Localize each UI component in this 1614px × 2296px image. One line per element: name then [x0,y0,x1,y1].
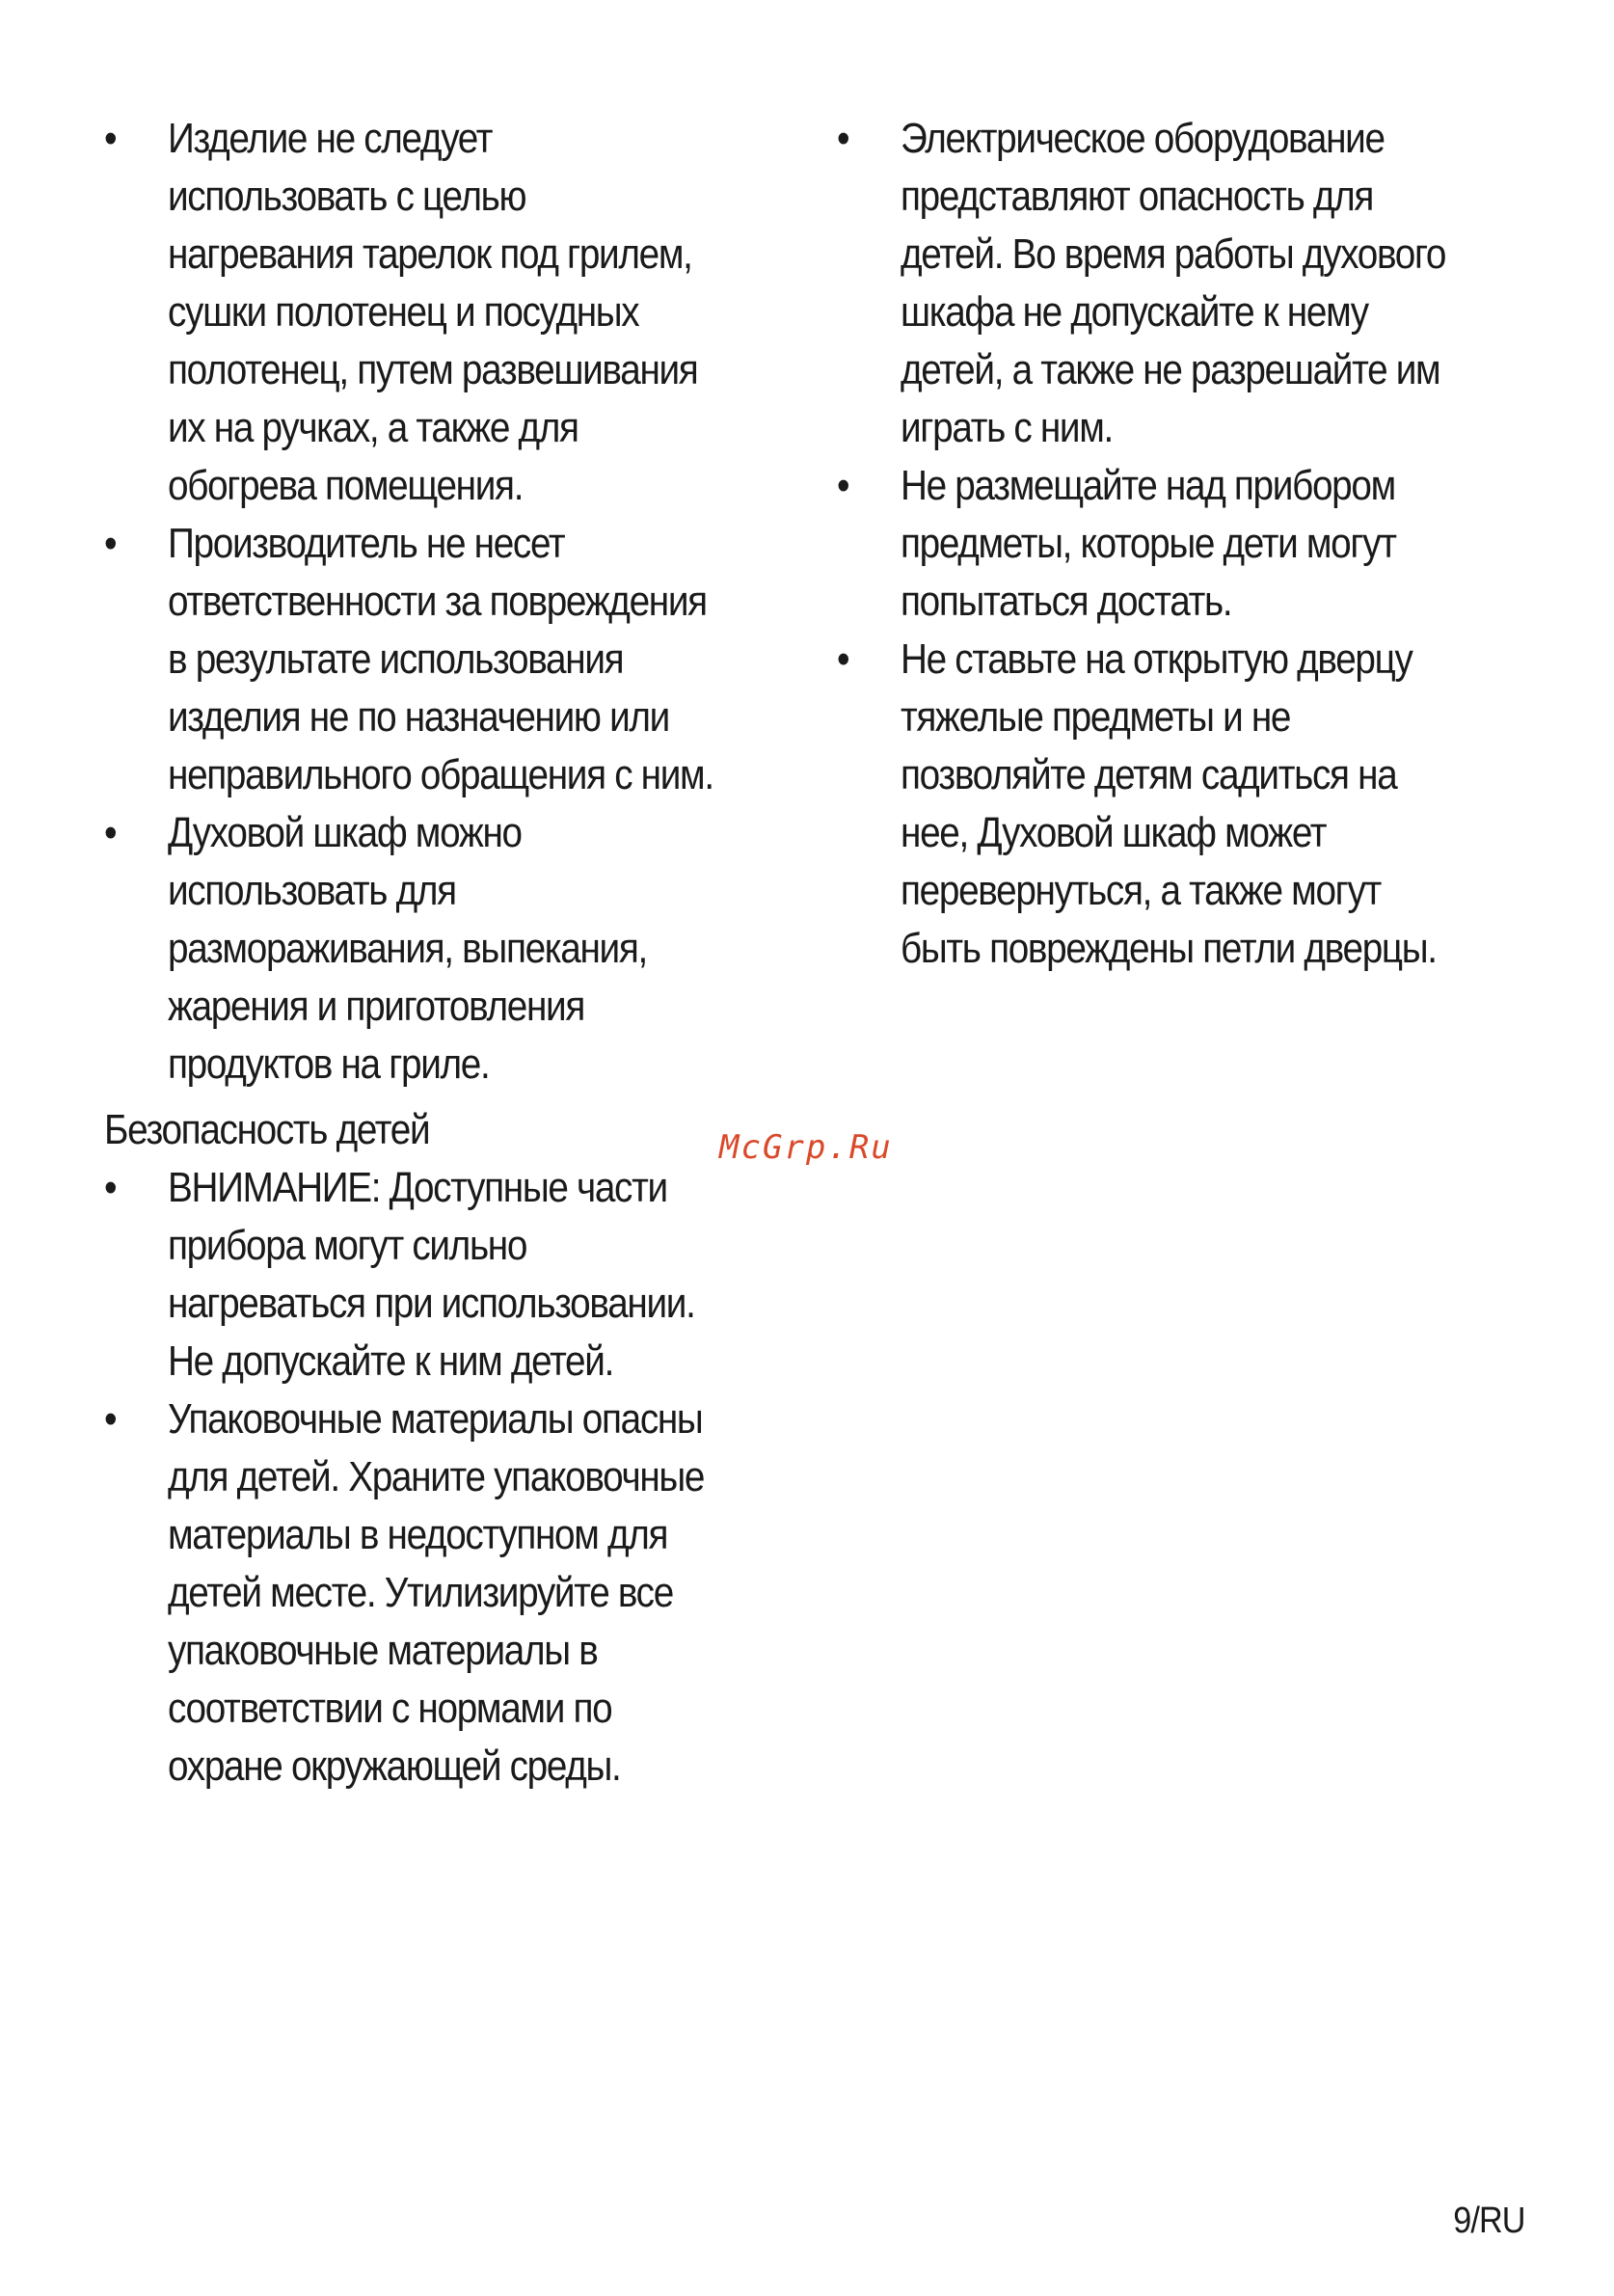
list-item-text: Духовой шкаф можно использовать для размораживания, выпекания, жарения и приготовления продуктов на гриле. [168,809,647,1088]
bullet-icon: • [104,1395,117,1443]
right-column [837,110,1448,978]
list-item [104,1159,715,1391]
list-item-text: ВНИМАНИЕ: Доступные части прибора могут сильно нагреваться при использовании. Не допускайте к ним детей. [168,1164,695,1385]
bullet-list-child-safety [104,1159,715,1796]
section-heading-child-safety: Безопасность детей [104,1106,430,1153]
bullet-icon: • [104,1164,117,1211]
bullet-icon: • [837,115,849,162]
list-item [837,457,1448,631]
list-item-text: Упаковочные материалы опасны для детей. Храните упаковочные материалы в недоступном для детей месте. Утилизируйте все упаковочные материалы в соответствии с нормами по охране окружающей среды. [168,1395,705,1790]
page-number: 9/RU [1453,2201,1525,2241]
list-item [104,804,715,1094]
bullet-list-child-safety-continued [837,110,1448,978]
list-item [837,110,1448,457]
list-item [104,515,715,804]
list-item-text: Не ставьте на открытую дверцу тяжелые предметы и не позволяйте детям садиться на нее, Духовой шкаф может перевернуться, а также могут быть повреждены петли дверцы. [901,635,1437,972]
list-item-text: Электрическое оборудование представляют опасность для детей. Во время работы духового шкафа не допускайте к нему детей, а также не разрешайте им играть с ним. [901,115,1446,451]
bullet-icon: • [104,809,117,856]
bullet-list-general [104,110,715,1094]
list-item-text: Не размещайте над прибором предметы, которые дети могут попытаться достать. [901,462,1396,625]
bullet-icon: • [837,462,849,509]
list-item-text: Изделие не следует использовать с целью нагревания тарелок под грилем, сушки полотенец и посудных полотенец, путем развешивания их на ручках, а также для обогрева помещения. [168,115,698,509]
list-item-text: Производитель не несет ответственности за повреждения в результате использования изделия не по назначению или неправильного обращения с ним. [168,520,713,798]
watermark: McGrp.Ru [719,1128,893,1167]
bullet-icon: • [837,635,849,683]
list-item [837,631,1448,978]
bullet-icon: • [104,115,117,162]
list-item [104,1391,715,1796]
bullet-icon: • [104,520,117,567]
left-column [104,110,715,1796]
list-item [104,110,715,515]
